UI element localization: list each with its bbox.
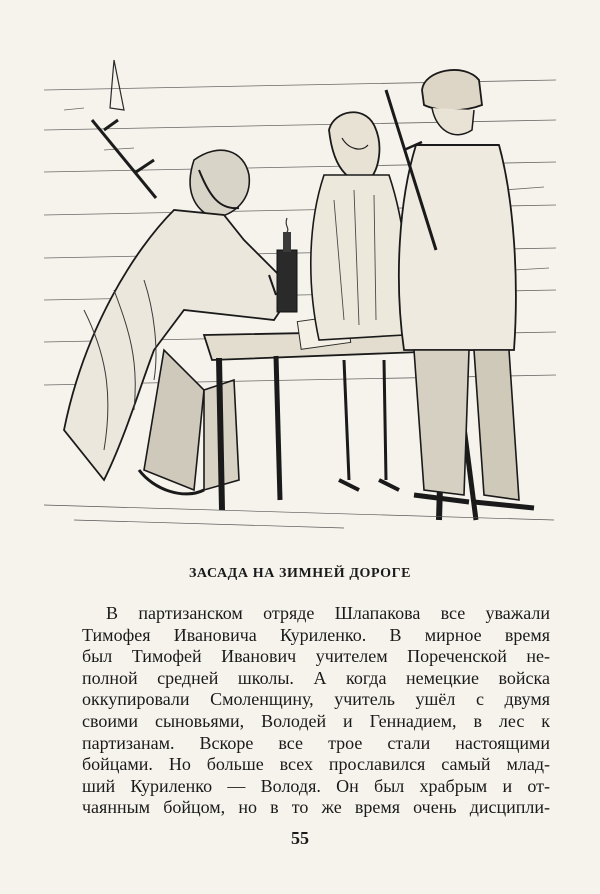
candle-bottle bbox=[277, 218, 297, 312]
text-line: своими сыновьями, Володей и Геннадием, в лес к bbox=[82, 710, 550, 731]
rifle-on-wall bbox=[92, 120, 156, 198]
standing-woman bbox=[311, 112, 407, 490]
page-number: 55 bbox=[291, 828, 309, 848]
illustration-drawing bbox=[44, 50, 556, 540]
text-line: бойцами. Но больше всех прославился самый млад- bbox=[82, 754, 550, 775]
chapter-title: ЗАСАДА НА ЗИМНЕЙ ДОРОГЕ bbox=[188, 566, 412, 581]
text-line: Тимофея Ивановича Куриленко. В мирное время bbox=[82, 624, 550, 645]
seated-man-writing bbox=[64, 150, 294, 494]
text-line: чаянным бойцом, но в то же время очень дисципли- bbox=[82, 797, 550, 818]
illustration-partisans bbox=[44, 50, 556, 540]
text-line: партизанам. Вскоре все трое стали настоящими bbox=[82, 732, 550, 753]
text-line: полной средней школы. А когда немецкие войска bbox=[82, 667, 550, 688]
hanging-cloth bbox=[110, 60, 124, 110]
text-line: В партизанском отряде Шлапакова все уважали bbox=[106, 603, 550, 623]
text-line: оккупировали Смоленщину, учитель ушёл с двумя bbox=[82, 689, 550, 710]
text-line: был Тимофей Иванович учителем Пореченской не- bbox=[82, 646, 550, 667]
text-line: ший Куриленко — Володя. Он был храбрым и от- bbox=[82, 775, 550, 796]
body-text bbox=[82, 603, 550, 819]
standing-soldier bbox=[386, 70, 534, 508]
